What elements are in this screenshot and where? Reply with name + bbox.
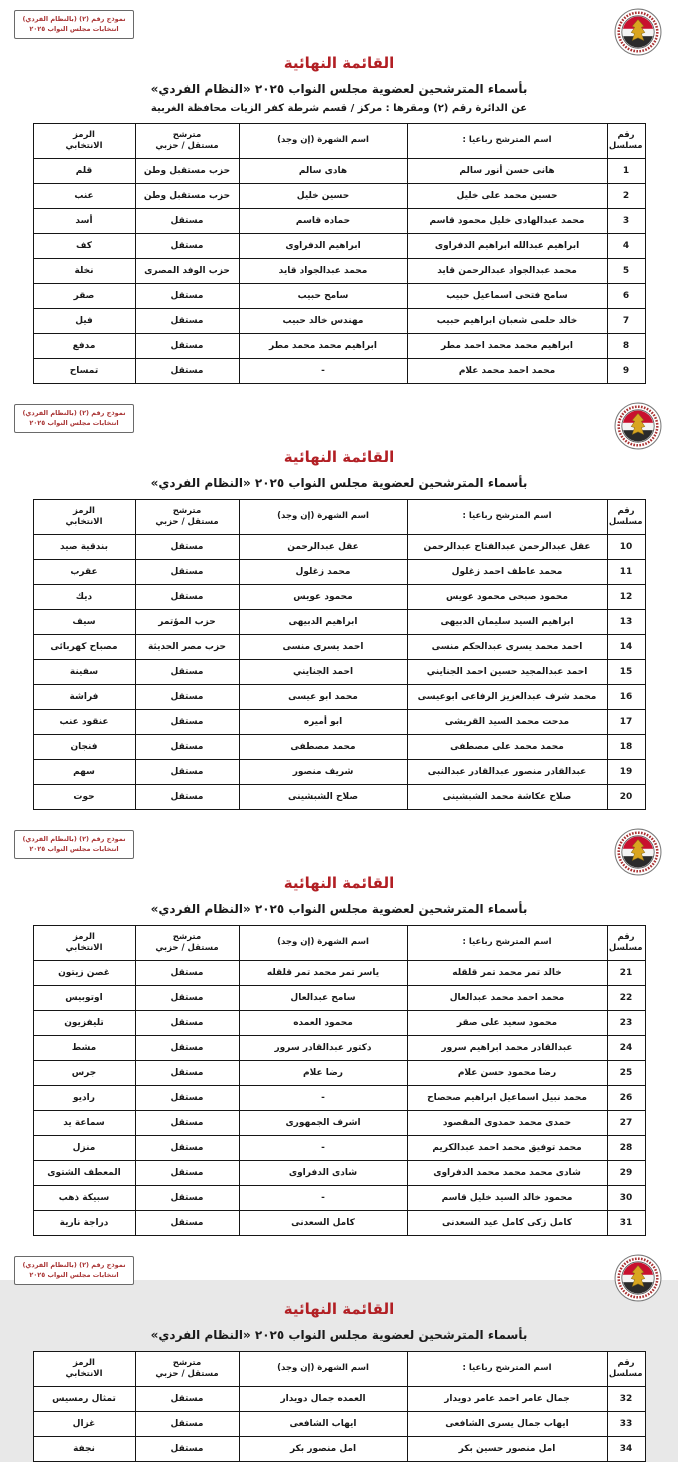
- cell-nickname: سامح عبدالعال: [239, 986, 407, 1011]
- table-row: [33, 159, 645, 184]
- form-box-line1: نموذج رقم (٢) (بالنظام الفردي): [22, 409, 126, 417]
- cell-candidate-name: عبدالقادر محمد ابراهيم سرور: [407, 1036, 607, 1061]
- cell-serial: 17: [607, 710, 645, 735]
- cell-candidate-name: ابراهيم السيد سليمان الدبيهى: [407, 610, 607, 635]
- form-box-line1: نموذج رقم (٢) (بالنظام الفردي): [22, 15, 126, 23]
- page-title: القائمة النهائية: [283, 874, 395, 892]
- cell-nickname: احمد الجنايني: [239, 660, 407, 685]
- cell-symbol: اوتوبيس: [33, 986, 135, 1011]
- table-row: [33, 1412, 645, 1437]
- table-row: [33, 660, 645, 685]
- cell-serial: 27: [607, 1111, 645, 1136]
- cell-candidate-name: خالد حلمى شعبان ابراهيم حبيب: [407, 309, 607, 334]
- cell-serial: 5: [607, 259, 645, 284]
- cell-nickname: صلاح الشبشينى: [239, 785, 407, 810]
- cell-nickname: -: [239, 1086, 407, 1111]
- cell-symbol: سهم: [33, 760, 135, 785]
- cell-serial: 30: [607, 1186, 645, 1211]
- header-serial: رقم مسلسل: [607, 926, 645, 961]
- cell-serial: 21: [607, 961, 645, 986]
- cell-nickname: اشرف الجمهورى: [239, 1111, 407, 1136]
- cell-candidate-name: محمود سعيد على صقر: [407, 1011, 607, 1036]
- cell-serial: 4: [607, 234, 645, 259]
- cell-serial: 18: [607, 735, 645, 760]
- cell-party: مستقل: [135, 1412, 239, 1437]
- table-row: [33, 284, 645, 309]
- cell-serial: 22: [607, 986, 645, 1011]
- header-serial: رقم مسلسل: [607, 1352, 645, 1387]
- header-symbol: الرمز الانتخابي: [33, 926, 135, 961]
- page-1-header: [0, 8, 678, 54]
- table-row: [33, 209, 645, 234]
- table-row: [33, 585, 645, 610]
- cell-candidate-name: عقل عبدالرحمن عبدالفتاح عبدالرحمن: [407, 535, 607, 560]
- cell-serial: 8: [607, 334, 645, 359]
- cell-nickname: ايهاب الشافعى: [239, 1412, 407, 1437]
- cell-serial: 10: [607, 535, 645, 560]
- cell-serial: 1: [607, 159, 645, 184]
- table-row: [33, 1437, 645, 1462]
- cell-party: مستقل: [135, 284, 239, 309]
- header-serial: رقم مسلسل: [607, 124, 645, 159]
- cell-nickname: ابو أميره: [239, 710, 407, 735]
- cell-candidate-name: رضا محمود حسن علام: [407, 1061, 607, 1086]
- table-row: [33, 685, 645, 710]
- cell-symbol: جرس: [33, 1061, 135, 1086]
- table-header-row: [33, 500, 645, 535]
- cell-symbol: بندقية صيد: [33, 535, 135, 560]
- cell-party: مستقل: [135, 785, 239, 810]
- cell-symbol: سماعة يد: [33, 1111, 135, 1136]
- cell-candidate-name: حسين محمد على خليل: [407, 184, 607, 209]
- page-2-header: [0, 402, 678, 448]
- table-row: [33, 334, 645, 359]
- cell-candidate-name: محمود خالد السيد خليل قاسم: [407, 1186, 607, 1211]
- cell-candidate-name: محمد عاطف احمد زغلول: [407, 560, 607, 585]
- cell-symbol: غزال: [33, 1412, 135, 1437]
- cell-nickname: رضا علام: [239, 1061, 407, 1086]
- candidates-table: [33, 123, 646, 384]
- table-row: [33, 1211, 645, 1236]
- cell-symbol: ديك: [33, 585, 135, 610]
- cell-party: مستقل: [135, 1437, 239, 1462]
- table-row: [33, 635, 645, 660]
- cell-party: مستقل: [135, 760, 239, 785]
- cell-serial: 33: [607, 1412, 645, 1437]
- cell-candidate-name: محمود صبحى محمود عويس: [407, 585, 607, 610]
- cell-party: مستقل: [135, 234, 239, 259]
- cell-party: مستقل: [135, 359, 239, 384]
- cell-symbol: فيل: [33, 309, 135, 334]
- table-row: [33, 1186, 645, 1211]
- cell-candidate-name: امل منصور حسين بكر: [407, 1437, 607, 1462]
- cell-serial: 9: [607, 359, 645, 384]
- cell-party: مستقل: [135, 1161, 239, 1186]
- cell-serial: 26: [607, 1086, 645, 1111]
- table-row: [33, 1136, 645, 1161]
- form-box-line2: انتخابات مجلس النواب ٢٠٢٥: [29, 419, 119, 428]
- cell-nickname: ياسر تمر محمد تمر قلقله: [239, 961, 407, 986]
- form-box-line2: انتخابات مجلس النواب ٢٠٢٥: [29, 25, 119, 34]
- cell-party: مستقل: [135, 309, 239, 334]
- form-number-box: [14, 10, 134, 39]
- header-nickname: اسم الشهرة (إن وجد): [239, 124, 407, 159]
- header-serial: رقم مسلسل: [607, 500, 645, 535]
- cell-serial: 25: [607, 1061, 645, 1086]
- table-row: [33, 1036, 645, 1061]
- cell-nickname: حسين خليل: [239, 184, 407, 209]
- cell-symbol: مدفع: [33, 334, 135, 359]
- cell-serial: 2: [607, 184, 645, 209]
- cell-symbol: سيف: [33, 610, 135, 635]
- cell-serial: 6: [607, 284, 645, 309]
- header-candidate-name: اسم المترشح رباعيا :: [407, 1352, 607, 1387]
- cell-candidate-name: ابراهيم محمد محمد احمد مطر: [407, 334, 607, 359]
- cell-serial: 14: [607, 635, 645, 660]
- table-row: [33, 610, 645, 635]
- cell-serial: 12: [607, 585, 645, 610]
- cell-candidate-name: محمد نبيل اسماعيل ابراهيم صحصاح: [407, 1086, 607, 1111]
- cell-nickname: سامح حبيب: [239, 284, 407, 309]
- cell-nickname: -: [239, 359, 407, 384]
- table-row: [33, 309, 645, 334]
- page-title: القائمة النهائية: [283, 54, 395, 72]
- page-4-header: [0, 1254, 678, 1300]
- cell-party: مستقل: [135, 1036, 239, 1061]
- cell-candidate-name: محمد احمد محمد عبدالعال: [407, 986, 607, 1011]
- header-symbol: الرمز الانتخابي: [33, 124, 135, 159]
- page-subtitle: بأسماء المترشحين لعضوية مجلس النواب ٢٠٢٥ «النظام الفردي»: [150, 902, 528, 916]
- cell-candidate-name: كامل زكى كامل عيد السعدنى: [407, 1211, 607, 1236]
- cell-party: مستقل: [135, 560, 239, 585]
- table-header-row: [33, 1352, 645, 1387]
- cell-nickname: محمود العمده: [239, 1011, 407, 1036]
- table-row: [33, 1086, 645, 1111]
- cell-symbol: قلم: [33, 159, 135, 184]
- cell-nickname: محمد زغلول: [239, 560, 407, 585]
- cell-nickname: احمد يسرى منسى: [239, 635, 407, 660]
- cell-symbol: سبيكة ذهب: [33, 1186, 135, 1211]
- cell-symbol: مصباح كهربائى: [33, 635, 135, 660]
- cell-symbol: دراجة نارية: [33, 1211, 135, 1236]
- header-nickname: اسم الشهرة (إن وجد): [239, 500, 407, 535]
- table-row: [33, 259, 645, 284]
- cell-candidate-name: ابراهيم عبدالله ابراهيم الدفراوى: [407, 234, 607, 259]
- table-row: [33, 234, 645, 259]
- cell-symbol: عنقود عنب: [33, 710, 135, 735]
- elections-authority-emblem-icon: [614, 1254, 662, 1302]
- cell-symbol: أسد: [33, 209, 135, 234]
- cell-candidate-name: محمد توفيق محمد احمد عبدالكريم: [407, 1136, 607, 1161]
- cell-candidate-name: محمد محمد على مصطفى: [407, 735, 607, 760]
- cell-serial: 7: [607, 309, 645, 334]
- table-header-row: [33, 926, 645, 961]
- cell-party: مستقل: [135, 1011, 239, 1036]
- table-row: [33, 735, 645, 760]
- table-row: [33, 986, 645, 1011]
- district-line: عن الدائرة رقم (٢) ومقرها : مركز / قسم شرطة كفر الزيات محافظة الغربية: [150, 103, 528, 114]
- header-nickname: اسم الشهرة (إن وجد): [239, 1352, 407, 1387]
- elections-authority-emblem-icon: [614, 8, 662, 56]
- cell-party: مستقل: [135, 1387, 239, 1412]
- cell-symbol: نخلة: [33, 259, 135, 284]
- cell-serial: 31: [607, 1211, 645, 1236]
- elections-authority-emblem-icon: [614, 828, 662, 876]
- cell-serial: 20: [607, 785, 645, 810]
- table-row: [33, 1011, 645, 1036]
- cell-party: حزب مصر الحديثة: [135, 635, 239, 660]
- cell-symbol: فراشة: [33, 685, 135, 710]
- cell-symbol: تليفزيون: [33, 1011, 135, 1036]
- cell-serial: 16: [607, 685, 645, 710]
- form-number-box: [14, 1256, 134, 1285]
- table-row: [33, 785, 645, 810]
- cell-nickname: دكتور عبدالقادر سرور: [239, 1036, 407, 1061]
- form-number-box: [14, 404, 134, 433]
- cell-candidate-name: مدحت محمد السيد القريشى: [407, 710, 607, 735]
- cell-symbol: صقر: [33, 284, 135, 309]
- cell-nickname: محمد ابو عيسى: [239, 685, 407, 710]
- cell-serial: 11: [607, 560, 645, 585]
- header-party: مترشح مستقل / حزبي: [135, 926, 239, 961]
- cell-symbol: راديو: [33, 1086, 135, 1111]
- cell-serial: 29: [607, 1161, 645, 1186]
- cell-party: مستقل: [135, 1186, 239, 1211]
- cell-symbol: مشط: [33, 1036, 135, 1061]
- header-symbol: الرمز الانتخابي: [33, 1352, 135, 1387]
- cell-party: مستقل: [135, 986, 239, 1011]
- cell-serial: 23: [607, 1011, 645, 1036]
- cell-party: مستقل: [135, 710, 239, 735]
- cell-serial: 24: [607, 1036, 645, 1061]
- cell-party: مستقل: [135, 1136, 239, 1161]
- cell-candidate-name: محمد شرف عبدالعزيز الرفاعى ابوعيسى: [407, 685, 607, 710]
- cell-nickname: شريف منصور: [239, 760, 407, 785]
- cell-nickname: -: [239, 1186, 407, 1211]
- cell-party: مستقل: [135, 961, 239, 986]
- form-number-box: [14, 830, 134, 859]
- cell-nickname: ابراهيم الدفراوى: [239, 234, 407, 259]
- cell-candidate-name: عبدالقادر منصور عبدالقادر عبدالنبى: [407, 760, 607, 785]
- cell-candidate-name: صلاح عكاشة محمد الشبشينى: [407, 785, 607, 810]
- header-party: مترشح مستقل / حزبي: [135, 1352, 239, 1387]
- cell-party: مستقل: [135, 1211, 239, 1236]
- table-row: [33, 1111, 645, 1136]
- cell-party: مستقل: [135, 735, 239, 760]
- elections-authority-emblem-icon: [614, 402, 662, 450]
- cell-candidate-name: احمد محمد يسرى عبدالحكم منسى: [407, 635, 607, 660]
- cell-nickname: ابراهيم الدبيهى: [239, 610, 407, 635]
- cell-symbol: تمثال رمسيس: [33, 1387, 135, 1412]
- list-page-2: [0, 394, 678, 810]
- cell-symbol: نجفة: [33, 1437, 135, 1462]
- candidates-table: [33, 925, 646, 1236]
- cell-symbol: المعطف الشتوى: [33, 1161, 135, 1186]
- table-row: [33, 359, 645, 384]
- page-3-header: [0, 828, 678, 874]
- cell-party: حزب مستقبل وطن: [135, 159, 239, 184]
- table-row: [33, 1161, 645, 1186]
- cell-serial: 28: [607, 1136, 645, 1161]
- cell-candidate-name: ايهاب جمال يسرى الشافعى: [407, 1412, 607, 1437]
- header-party: مترشح مستقل / حزبي: [135, 500, 239, 535]
- cell-party: مستقل: [135, 1061, 239, 1086]
- cell-nickname: عقل عبدالرحمن: [239, 535, 407, 560]
- cell-party: مستقل: [135, 209, 239, 234]
- cell-nickname: محمود عويس: [239, 585, 407, 610]
- page-subtitle: بأسماء المترشحين لعضوية مجلس النواب ٢٠٢٥ «النظام الفردي»: [150, 1328, 528, 1342]
- page-subtitle: بأسماء المترشحين لعضوية مجلس النواب ٢٠٢٥ «النظام الفردي»: [150, 476, 528, 490]
- list-page-4: [0, 1246, 678, 1462]
- form-box-line2: انتخابات مجلس النواب ٢٠٢٥: [29, 1271, 119, 1280]
- table-row: [33, 184, 645, 209]
- cell-serial: 15: [607, 660, 645, 685]
- cell-candidate-name: محمد احمد محمد علام: [407, 359, 607, 384]
- cell-symbol: غصن زيتون: [33, 961, 135, 986]
- cell-candidate-name: محمد عبدالجواد عبدالرحمن قايد: [407, 259, 607, 284]
- cell-party: مستقل: [135, 535, 239, 560]
- candidates-table: [33, 1351, 646, 1462]
- cell-candidate-name: سامح فتحى اسماعيل حبيب: [407, 284, 607, 309]
- header-nickname: اسم الشهرة (إن وجد): [239, 926, 407, 961]
- table-row: [33, 535, 645, 560]
- page-title: القائمة النهائية: [283, 448, 395, 466]
- cell-party: حزب مستقبل وطن: [135, 184, 239, 209]
- cell-serial: 3: [607, 209, 645, 234]
- cell-party: مستقل: [135, 585, 239, 610]
- list-page-3: [0, 820, 678, 1236]
- form-box-line1: نموذج رقم (٢) (بالنظام الفردي): [22, 1261, 126, 1269]
- list-page-1: [0, 0, 678, 384]
- cell-candidate-name: جمال عامر احمد عامر دويدار: [407, 1387, 607, 1412]
- cell-nickname: -: [239, 1136, 407, 1161]
- cell-serial: 34: [607, 1437, 645, 1462]
- table-row: [33, 760, 645, 785]
- cell-symbol: كف: [33, 234, 135, 259]
- cell-party: مستقل: [135, 1111, 239, 1136]
- cell-nickname: امل منصور بكر: [239, 1437, 407, 1462]
- cell-candidate-name: خالد تمر محمد تمر قلقله: [407, 961, 607, 986]
- cell-party: مستقل: [135, 660, 239, 685]
- cell-symbol: عقرب: [33, 560, 135, 585]
- cell-nickname: مهندس خالد حبيب: [239, 309, 407, 334]
- cell-nickname: محمد عبدالجواد قايد: [239, 259, 407, 284]
- header-candidate-name: اسم المترشح رباعيا :: [407, 124, 607, 159]
- cell-nickname: محمد مصطفى: [239, 735, 407, 760]
- cell-party: حزب المؤتمر: [135, 610, 239, 635]
- cell-candidate-name: محمد عبدالهادى خليل محمود قاسم: [407, 209, 607, 234]
- header-symbol: الرمز الانتخابي: [33, 500, 135, 535]
- cell-symbol: فنجان: [33, 735, 135, 760]
- cell-nickname: العمده جمال دويدار: [239, 1387, 407, 1412]
- page-title: القائمة النهائية: [283, 1300, 395, 1318]
- header-candidate-name: اسم المترشح رباعيا :: [407, 500, 607, 535]
- cell-symbol: عنب: [33, 184, 135, 209]
- cell-serial: 19: [607, 760, 645, 785]
- cell-party: مستقل: [135, 685, 239, 710]
- table-row: [33, 1387, 645, 1412]
- cell-symbol: تمساح: [33, 359, 135, 384]
- header-party: مترشح مستقل / حزبي: [135, 124, 239, 159]
- cell-party: مستقل: [135, 334, 239, 359]
- cell-party: مستقل: [135, 1086, 239, 1111]
- page-subtitle: بأسماء المترشحين لعضوية مجلس النواب ٢٠٢٥ «النظام الفردي»: [150, 82, 528, 96]
- cell-serial: 32: [607, 1387, 645, 1412]
- cell-symbol: حوت: [33, 785, 135, 810]
- table-row: [33, 1061, 645, 1086]
- candidates-table: [33, 499, 646, 810]
- cell-serial: 13: [607, 610, 645, 635]
- cell-nickname: هادى سالم: [239, 159, 407, 184]
- form-box-line2: انتخابات مجلس النواب ٢٠٢٥: [29, 845, 119, 854]
- cell-symbol: منزل: [33, 1136, 135, 1161]
- table-row: [33, 560, 645, 585]
- table-row: [33, 710, 645, 735]
- table-header-row: [33, 124, 645, 159]
- cell-nickname: شادى الدفراوى: [239, 1161, 407, 1186]
- cell-party: حزب الوفد المصرى: [135, 259, 239, 284]
- cell-nickname: كامل السعدنى: [239, 1211, 407, 1236]
- cell-candidate-name: هانى حسن أنور سالم: [407, 159, 607, 184]
- cell-nickname: حماده قاسم: [239, 209, 407, 234]
- table-row: [33, 961, 645, 986]
- form-box-line1: نموذج رقم (٢) (بالنظام الفردي): [22, 835, 126, 843]
- cell-candidate-name: احمد عبدالمجيد حسين احمد الجنايني: [407, 660, 607, 685]
- cell-candidate-name: شادى محمد محمد محمد الدفراوى: [407, 1161, 607, 1186]
- cell-candidate-name: حمدى محمد حمدوى المقصود: [407, 1111, 607, 1136]
- cell-nickname: ابراهيم محمد محمد مطر: [239, 334, 407, 359]
- cell-symbol: سفينة: [33, 660, 135, 685]
- header-candidate-name: اسم المترشح رباعيا :: [407, 926, 607, 961]
